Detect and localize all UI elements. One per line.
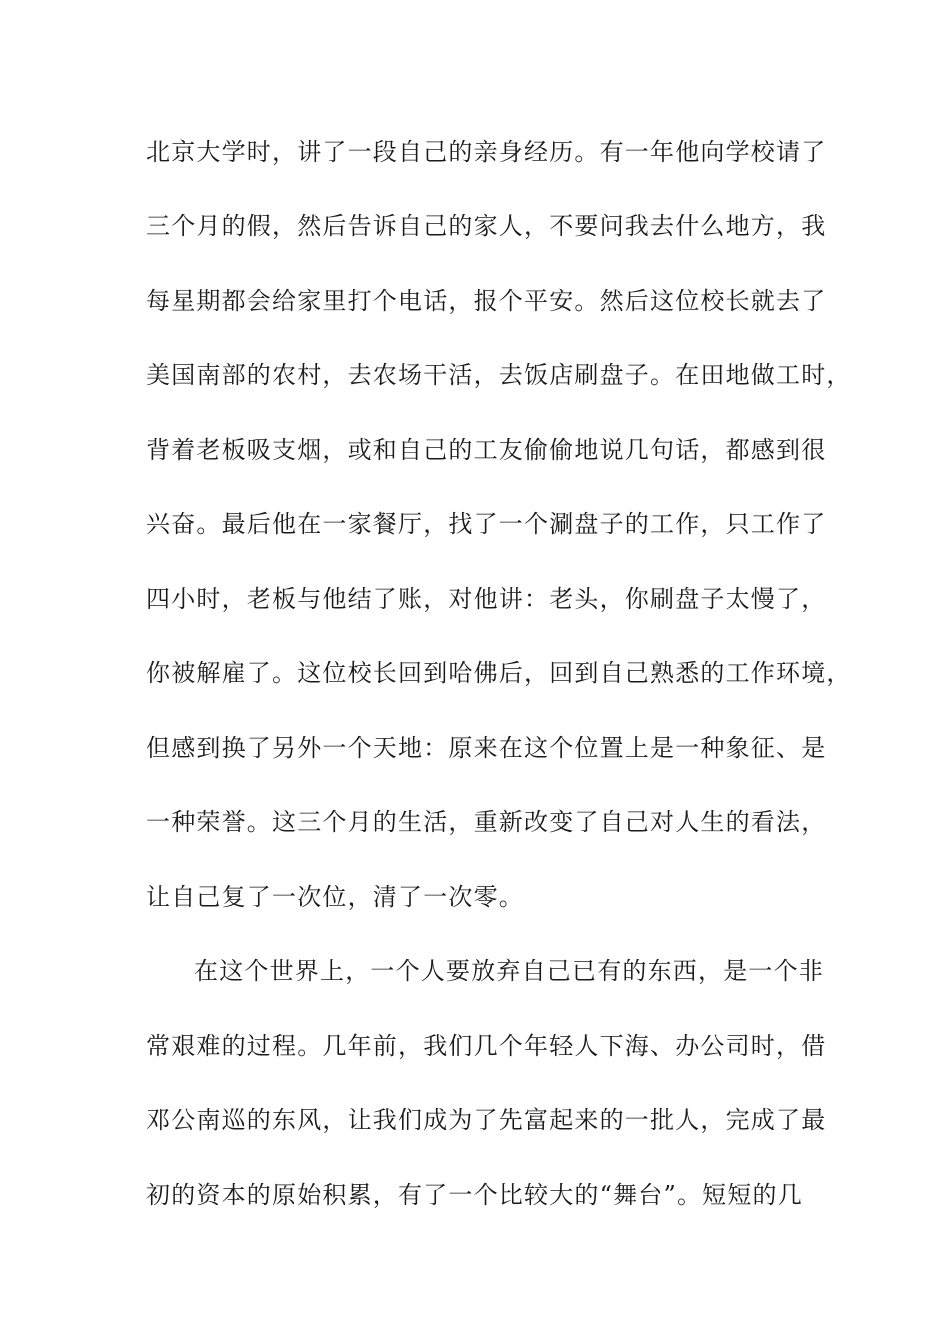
text-line: 邓公南巡的东风，让我们成为了先富起来的一批人，完成了最 bbox=[146, 1106, 827, 1134]
text-line: 但感到换了另外一个天地：原来在这个位置上是一种象征、是 bbox=[146, 734, 827, 762]
text-line: 常艰难的过程。几年前，我们几个年轻人下海、办公司时，借 bbox=[146, 1032, 827, 1060]
text-line: 四小时，老板与他结了账，对他讲：老头，你刷盘子太慢了， bbox=[146, 585, 827, 613]
text-line: 背着老板吸支烟，或和自己的工友偷偷地说几句话，都感到很 bbox=[146, 436, 827, 464]
text-line: 北京大学时，讲了一段自己的亲身经历。有一年他向学校请了 bbox=[146, 138, 827, 166]
paragraph-start-line: 在这个世界上，一个人要放弃自己已有的东西，是一个非 bbox=[194, 957, 824, 985]
text-line: 美国南部的农村，去农场干活，去饭店刷盘子。在田地做工时， bbox=[146, 361, 852, 389]
text-line: 每星期都会给家里打个电话，报个平安。然后这位校长就去了 bbox=[146, 287, 827, 315]
text-line: 一种荣誉。这三个月的生活，重新改变了自己对人生的看法， bbox=[146, 808, 827, 836]
text-line: 你被解雇了。这位校长回到哈佛后，回到自己熟悉的工作环境， bbox=[146, 659, 852, 687]
text-line: 兴奋。最后他在一家餐厅，找了一个涮盘子的工作，只工作了 bbox=[146, 510, 827, 538]
text-line: 让自己复了一次位，清了一次零。 bbox=[146, 883, 524, 911]
text-line: 三个月的假，然后告诉自己的家人，不要问我去什么地方，我 bbox=[146, 212, 827, 240]
text-line: 初的资本的原始积累，有了一个比较大的“舞台”。短短的几 bbox=[146, 1181, 803, 1209]
